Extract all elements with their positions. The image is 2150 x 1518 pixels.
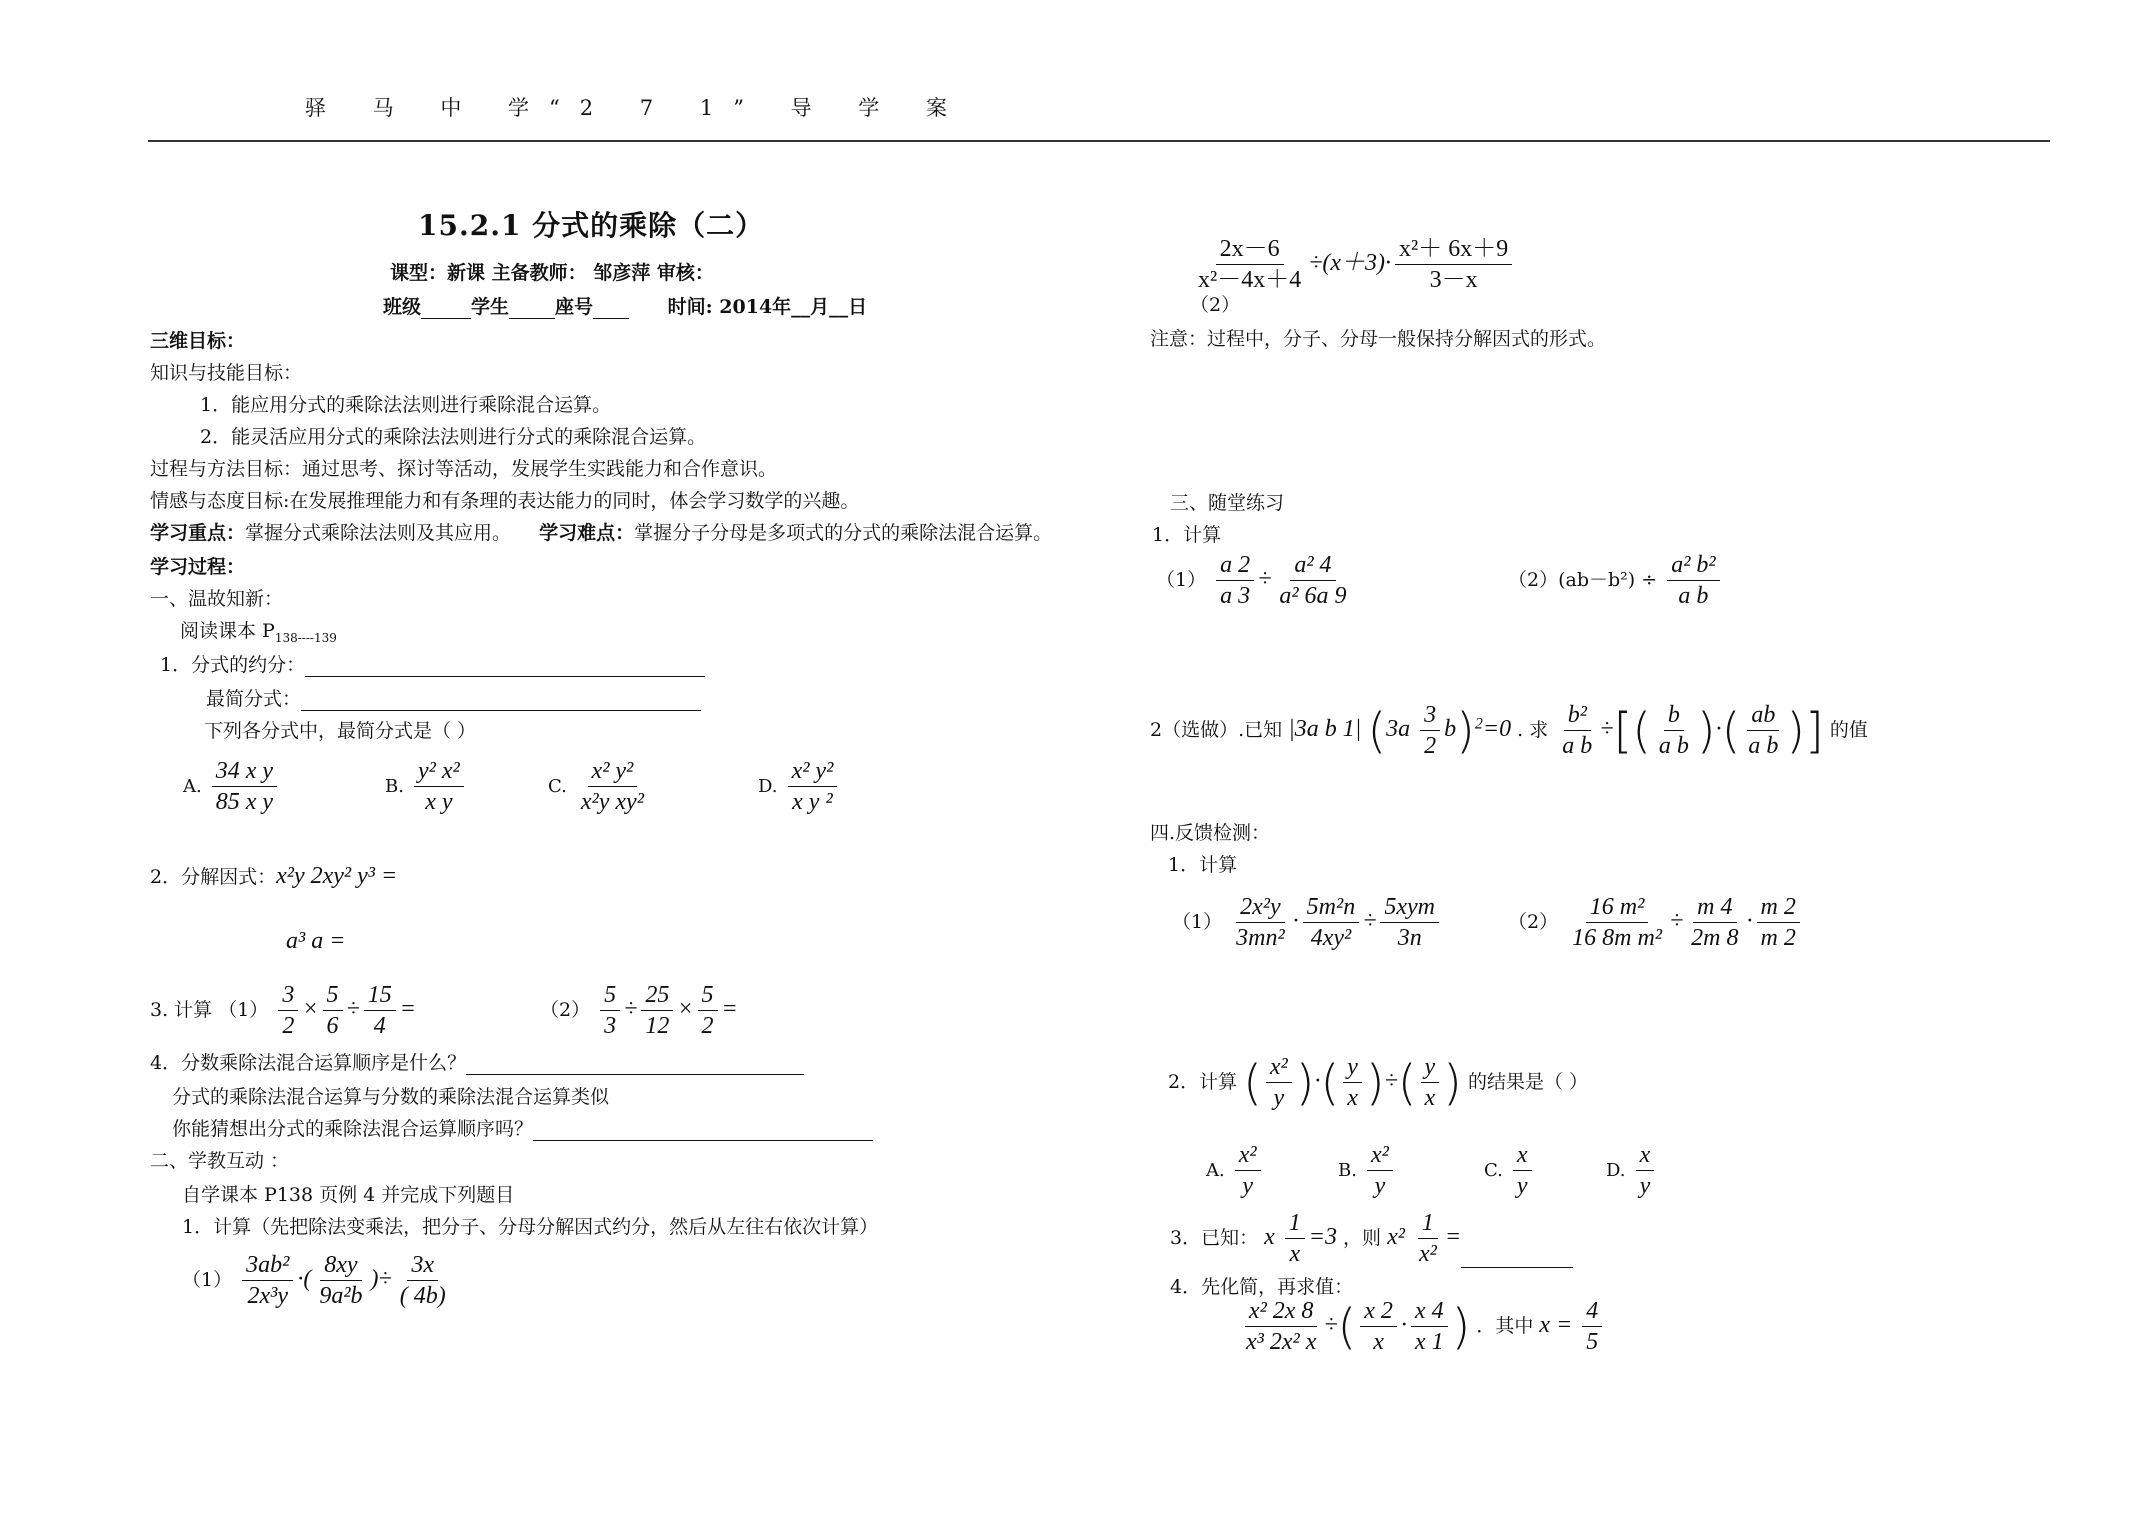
- feedback-1: （1） $\frac{\text{2x²y}}{\text{3mn²}}$ · $\frac{\text{5m²n}}{\text{4xy²}}$ ÷ $\frac{\text{5xym}}{3n}$: [1172, 894, 1443, 952]
- f2-label: 2．计算: [1168, 1070, 1238, 1093]
- q2-expression-2: a³ a =: [286, 928, 346, 954]
- ex1-frac-1: $\frac{\text{3ab²}}{\text{2x³y}}$: [242, 1252, 293, 1310]
- q3-label: 3. 计算 （1）: [150, 998, 269, 1021]
- p2-frac-4: $\frac{ab}{\text{a b}}$: [1748, 702, 1779, 760]
- q2-label: 2．分解因式：: [150, 866, 277, 888]
- f2-frac-1: $\frac{\text{x²}}{y}$: [1266, 1054, 1292, 1112]
- emotion-goal: 情感与态度目标:在发展推理能力和有条理的表达能力的同时，体会学习数学的兴趣。: [150, 490, 860, 512]
- feedback-4: $\frac{\text{x² 2x 8}}{\text{x³ 2x² x}}$ ÷( $\frac{x 2}{x}$ · $\frac{x 4}{x 1}$ ) ．其中 x = $\frac{4}{5}$: [1238, 1298, 1606, 1356]
- f-option-c-fraction: $\frac{x}{y}$: [1513, 1142, 1532, 1200]
- example-2: $\frac{2x-6}{\text{x²－4x＋4}}$ ÷(x＋3)· $\frac{\text{x²＋ 6x＋9}}{3-x}$: [1190, 236, 1516, 294]
- f3b-label: ，则: [1343, 1226, 1382, 1249]
- practice-optional: 2（选做）.已知 |3a b 1| (3a $\frac{3}{2}$ b)$^2$=0 . 求 $\frac{\text{b²}}{\text{a b}}$ ÷[( $\frac{b}{\text{a b}}$ )·( $\frac{ab}{\text{a b}}$ )] 的值: [1150, 702, 1868, 760]
- q4-blank[interactable]: [466, 1074, 804, 1075]
- meta-line-2: [383, 292, 867, 319]
- read-pages: 138----139: [274, 630, 337, 645]
- option-b[interactable]: [385, 758, 468, 816]
- q4-similar: 分式的乘除法混合运算与分数的乘除法混合运算类似: [172, 1086, 610, 1108]
- f1b-frac-3: $\frac{m 2}{m 2}$: [1757, 894, 1800, 952]
- knowledge-goal-1: 1．能应用分式的乘除法法则进行乘除混合运算。: [200, 394, 612, 416]
- q2-factor: [150, 862, 397, 890]
- option-d-fraction: $\frac{\text{x² y²}}{\text{x y ²}}$: [788, 758, 838, 816]
- q3-calc: 3. 计算 （1） $\frac{3}{2}$ × $\frac{5}{6}$ ÷ $\frac{15}{4}$ =: [150, 982, 416, 1040]
- f4b-label: ．其中: [1476, 1314, 1534, 1337]
- p2-frac-2: $\frac{\text{b²}}{\text{a b}}$: [1562, 702, 1593, 760]
- q1b-label: 最简分式：: [206, 688, 302, 710]
- difficulty-text: 掌握分子分母是多项式的分式的乘除法混合运算。: [634, 522, 1053, 544]
- p2b-label: . 求: [1517, 718, 1549, 741]
- review-heading: 一、温故知新：: [150, 588, 284, 610]
- q3-frac-2: $\frac{5}{6}$: [323, 982, 343, 1040]
- p1b-label: （2）(ab－b²) ÷: [1508, 568, 1658, 591]
- feedback-2: （2） $\frac{\text{16 m²}}{\text{16 8m m²}}$ ÷ $\frac{m 4}{2m 8}$ · $\frac{m 2}{m 2}$: [1508, 894, 1804, 952]
- f1b-frac-2: $\frac{m 4}{2m 8}$: [1691, 894, 1739, 952]
- q4-label: 4．分数乘除法混合运算顺序是什么？: [150, 1052, 467, 1074]
- p2-frac-1: $\frac{3}{2}$: [1420, 702, 1440, 760]
- feedback-heading: 四.反馈检测：: [1150, 822, 1271, 844]
- q3b-frac-2: $\frac{25}{12}$: [641, 982, 673, 1040]
- process-heading: 学习过程：: [150, 556, 246, 578]
- f1b-label: （2）: [1508, 910, 1559, 933]
- f-option-b-label: B.: [1338, 1159, 1357, 1181]
- class-blank[interactable]: [421, 318, 471, 319]
- ex1-frac-3: $\frac{3x}{( 4b)}$: [399, 1252, 446, 1310]
- student-label: 学生: [471, 296, 510, 318]
- calc-instruction: 1．计算（先把除法变乘法，把分子、分母分解因式约分，然后从左往右依次计算）: [182, 1216, 879, 1238]
- f2-frac-3: $\frac{y}{x}$: [1421, 1054, 1440, 1112]
- p1a-label: （1）: [1156, 568, 1207, 591]
- p2-frac-3: $\frac{b}{\text{a b}}$: [1658, 702, 1689, 760]
- q3-frac-3: $\frac{15}{4}$: [364, 982, 396, 1040]
- f-option-d-label: D.: [1606, 1159, 1626, 1181]
- q1-reduction: [160, 650, 705, 677]
- read-label: 阅读课本 P: [180, 620, 275, 642]
- goals-heading: 三维目标：: [150, 330, 246, 352]
- q1-blank[interactable]: [305, 676, 705, 677]
- f1b-frac-1: $\frac{\text{16 m²}}{\text{16 8m m²}}$: [1572, 894, 1662, 952]
- q4-order: [150, 1048, 804, 1075]
- f3-frac-2: $\frac{1}{\text{x²}}$: [1418, 1210, 1437, 1268]
- feedback-calc-2: 2．计算 ( $\frac{\text{x²}}{y}$ )·( $\frac{y}{x}$ )÷( $\frac{y}{x}$ ) 的结果是（ ）: [1168, 1054, 1588, 1112]
- header-divider: [148, 140, 2050, 142]
- option-c-fraction: $\frac{\text{x² y²}}{\text{x²y xy²}}$: [580, 758, 644, 816]
- option-c-label: C.: [548, 775, 567, 797]
- note: 注意：过程中，分子、分母一般保持分解因式的形式。: [1150, 328, 1607, 350]
- f1a-frac-1: $\frac{\text{2x²y}}{\text{3mn²}}$: [1236, 894, 1285, 952]
- f1a-frac-3: $\frac{\text{5xym}}{3n}$: [1380, 894, 1439, 952]
- q4c-label: 你能猜想出分式的乘除法混合运算顺序吗？: [172, 1118, 534, 1140]
- f-option-d-fraction: $\frac{x}{y}$: [1636, 1142, 1655, 1200]
- practice-2: [1508, 552, 1724, 610]
- feedback-option-a[interactable]: [1206, 1142, 1265, 1200]
- option-a-fraction: $\frac{\text{34 x y}}{\text{85 x y}}$: [212, 758, 277, 816]
- key-difficulty-line: [150, 518, 1052, 545]
- ex1-frac-2: $\frac{8xy}{\text{9a²b}}$: [319, 1252, 363, 1310]
- school-header: 驿 马 中 学“2 7 1” 导 学 案: [305, 96, 967, 120]
- p2-label: 2（选做）.已知: [1150, 718, 1283, 741]
- q2-expression: x²y 2xy² y³ =: [276, 863, 398, 889]
- f2-frac-2: $\frac{y}{x}$: [1343, 1054, 1362, 1112]
- self-study: 自学课本 P138 页例 4 并完成下列题目: [182, 1184, 515, 1206]
- f-option-a-label: A.: [1206, 1159, 1225, 1181]
- q3b-calc: （2） $\frac{5}{3}$ ÷ $\frac{25}{12}$ × $\frac{5}{2}$ =: [540, 982, 738, 1040]
- ex2-frac-2: $\frac{\text{x²＋ 6x＋9}}{3-x}$: [1395, 236, 1512, 294]
- q3b-frac-1: $\frac{5}{3}$: [600, 982, 620, 1040]
- ex1-label: （1）: [182, 1268, 233, 1291]
- feedback-3: 3．已知： x $\frac{1}{x}$ =3 ，则 x² $\frac{1}{\text{x²}}$ =: [1170, 1210, 1573, 1268]
- difficulty-label: 学习难点：: [539, 522, 635, 544]
- f3-blank[interactable]: [1461, 1267, 1573, 1268]
- page-title: 15.2.1 分式的乘除（二）: [418, 209, 765, 242]
- seat-label: 座号: [555, 296, 594, 318]
- q4c-blank[interactable]: [533, 1140, 873, 1141]
- interact-heading: 二、学教互动 ：: [150, 1150, 290, 1172]
- process-goal: 过程与方法目标：通过思考、探讨等活动，发展学生实践能力和合作意识。: [150, 458, 778, 480]
- option-b-label: B.: [385, 775, 404, 797]
- key-text: 掌握分式乘除法法则及其应用。: [245, 522, 512, 544]
- f-option-b-fraction: $\frac{\text{x²}}{y}$: [1367, 1142, 1393, 1200]
- practice-1: （1） $\frac{a 2}{a 3}$ ÷ $\frac{\text{a² 4}}{\text{a² 6a 9}}$: [1156, 552, 1355, 610]
- f3-frac-1: $\frac{1}{x}$: [1285, 1210, 1305, 1268]
- f4-frac-2: $\frac{x 2}{x}$: [1360, 1298, 1397, 1356]
- option-c[interactable]: [548, 758, 652, 816]
- option-a-label: A.: [183, 775, 202, 797]
- feedback-option-d[interactable]: [1606, 1142, 1658, 1200]
- q1b-blank[interactable]: [301, 710, 701, 711]
- f-option-a-fraction: $\frac{\text{x²}}{y}$: [1235, 1142, 1261, 1200]
- p1a-frac-2: $\frac{\text{a² 4}}{\text{a² 6a 9}}$: [1279, 552, 1347, 610]
- q4-guess: [172, 1114, 873, 1141]
- ex2-label: （2）: [1190, 294, 1241, 316]
- key-label: 学习重点：: [150, 522, 246, 544]
- f4-frac-1: $\frac{\text{x² 2x 8}}{\text{x³ 2x² x}}$: [1246, 1298, 1317, 1356]
- q3b-frac-3: $\frac{5}{2}$: [698, 982, 718, 1040]
- f1a-frac-2: $\frac{\text{5m²n}}{\text{4xy²}}$: [1303, 894, 1360, 952]
- read-textbook: [180, 616, 337, 645]
- feedback-calc: 1．计算: [1168, 854, 1238, 876]
- practice-heading: 三、随堂练习: [1170, 492, 1285, 514]
- option-d-label: D.: [758, 775, 778, 797]
- f4-frac-3: $\frac{x 4}{x 1}$: [1411, 1298, 1448, 1356]
- ex2-frac-1: $\frac{2x-6}{\text{x²－4x＋4}}$: [1198, 236, 1302, 294]
- q1-choice-prompt: 下列各分式中，最简分式是（ ）: [204, 720, 477, 742]
- meta-line-1: 课型：新课 主备教师： 邹彦萍 审核：: [390, 262, 714, 284]
- f2b-label: 的结果是（ ）: [1467, 1070, 1588, 1093]
- student-blank[interactable]: [509, 318, 555, 319]
- f3-label: 3．已知：: [1170, 1226, 1259, 1249]
- knowledge-goal-2: 2．能灵活应用分式的乘除法法则进行分式的乘除混合运算。: [200, 426, 707, 448]
- seat-blank[interactable]: [593, 318, 629, 319]
- practice-calc: 1．计算: [1152, 524, 1222, 546]
- q1-label: 1．分式的约分：: [160, 654, 306, 676]
- option-a[interactable]: [183, 758, 281, 816]
- example-1: （1） $\frac{\text{3ab²}}{\text{2x³y}}$ ·( $\frac{8xy}{\text{9a²b}}$ )÷ $\frac{3x}{( 4b)}$: [182, 1252, 454, 1310]
- feedback-4-heading: 4．先化简，再求值：: [1170, 1276, 1354, 1298]
- q3-frac-1: $\frac{3}{2}$: [278, 982, 298, 1040]
- option-d[interactable]: [758, 758, 841, 816]
- p1b-frac: $\frac{\text{a² b²}}{\text{a b}}$: [1667, 552, 1719, 610]
- option-b-fraction: $\frac{\text{y² x²}}{\text{x y}}$: [414, 758, 464, 816]
- feedback-option-b[interactable]: [1338, 1142, 1397, 1200]
- p2c-label: 的值: [1829, 718, 1868, 741]
- class-label: 班级: [383, 296, 422, 318]
- f1a-label: （1）: [1172, 910, 1223, 933]
- f4-frac-4: $\frac{4}{5}$: [1582, 1298, 1602, 1356]
- time-label: 时间: 2014年__月__日: [667, 296, 868, 318]
- q1-simplest: [206, 684, 701, 711]
- knowledge-label: 知识与技能目标：: [150, 362, 303, 384]
- q3b-label: （2）: [540, 998, 591, 1021]
- p1a-frac-1: $\frac{a 2}{a 3}$: [1216, 552, 1254, 610]
- f-option-c-label: C.: [1484, 1159, 1503, 1181]
- feedback-option-c[interactable]: [1484, 1142, 1536, 1200]
